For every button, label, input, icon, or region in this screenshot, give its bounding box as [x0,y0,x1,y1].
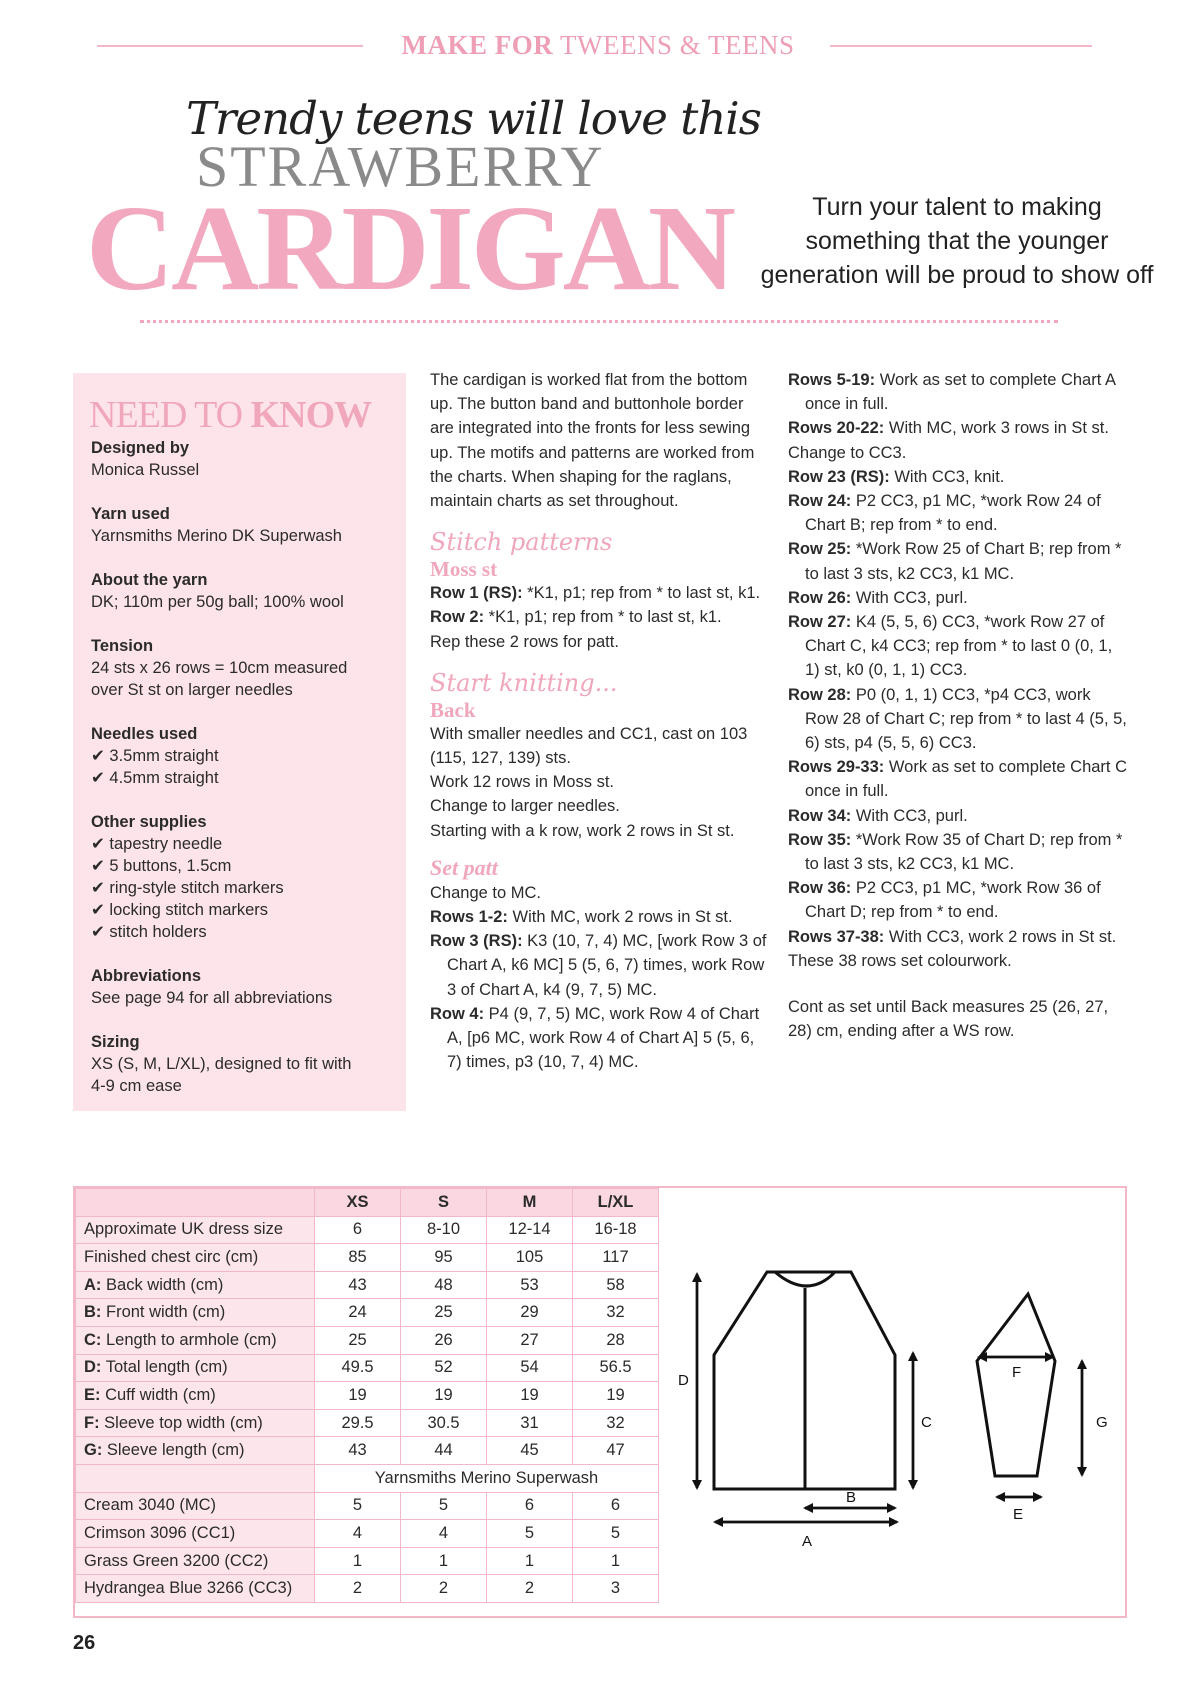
table-cell: 12-14 [487,1216,573,1244]
label-b: B [846,1489,857,1506]
table-cell: 26 [401,1326,487,1354]
heading-set-patt: Set patt [430,854,498,880]
table-row-label-text: Finished chest circ (cm) [84,1247,259,1266]
table-header-cell: M [487,1189,573,1217]
table-cell: 6 [573,1492,659,1520]
pattern-row-label: Rows 37-38: [788,927,885,946]
back-para-3: Change to larger needles. [430,797,620,816]
need-to-know-title [89,393,371,437]
table-cell: 2 [315,1575,401,1603]
table-row [76,1244,659,1272]
pattern-row-text: P0 (0, 1, 1) CC3, *p4 CC3, work Row 28 of Chart C; rep from * to last 4 (5, 5, 6) sts, p4 (5, 5, 6) CC3. [805,685,1127,753]
pattern-row [788,441,1128,465]
spacer [788,973,1128,995]
section-header-rest: TWEENS & TEENS [560,30,795,60]
label-g: G [1096,1414,1108,1431]
pattern-row [788,876,1128,924]
pattern-row-label: Rows 20-22: [788,419,885,438]
header-rule-left [97,45,363,47]
table-cell: 8-10 [401,1216,487,1244]
table-row [76,1382,659,1410]
standfirst: Turn your talent to making something that the younger generation will be proud to show off [760,193,1154,289]
table-row-label [76,1271,315,1299]
pattern-row-text: With CC3, knit. [889,467,1005,486]
need-to-know-line: Yarnsmiths Merino DK Superwash [91,527,342,545]
table-row-label [76,1382,315,1410]
need-to-know-line: ✔ 5 buttons, 1.5cm [91,857,232,875]
need-to-know-line: Monica Russel [91,461,200,479]
heading-moss-st: Moss st [430,557,498,582]
row-3-text: K3 (10, 7, 4) MC, [work Row 3 of Chart A, k6 MC] 5 (5, 6, 7) times, work Row 3 of Chart A, k4 (9, 7, 5) MC. [447,932,767,999]
table-row-label-text: Total length (cm) [101,1358,228,1377]
pattern-row [788,683,1128,756]
table-cell: 5 [401,1492,487,1520]
table-row [76,1575,659,1603]
pattern-row [788,755,1128,803]
table-cell: 43 [315,1437,401,1465]
label-c: C [921,1414,932,1431]
header-rule-right [830,45,1092,47]
need-to-know-line: over St st on larger needles [91,681,293,699]
table-cell: 6 [487,1492,573,1520]
table-cell: 47 [573,1437,659,1465]
need-to-know-line: ✔ 4.5mm straight [91,769,219,787]
title-strawberry: STRAWBERRY [196,134,605,199]
pattern-row-text: These 38 rows set colourwork. [788,951,1012,970]
pattern-row [788,416,1128,440]
back-para-4: Starting with a k row, work 2 rows in St st. [430,821,735,840]
table-cell: 52 [401,1354,487,1382]
table-cell: 5 [315,1492,401,1520]
table-header-cell [76,1189,315,1217]
need-to-know-heading: About the yarn [91,571,208,589]
table-row-key: B: [84,1303,102,1322]
table-row-label-text: Approximate UK dress size [84,1220,283,1239]
table-cell: 25 [401,1299,487,1327]
table-cell: 5 [487,1520,573,1548]
table-cell: 1 [573,1547,659,1575]
table-row-label-text: Back width (cm) [101,1275,224,1294]
need-to-know-heading: Yarn used [91,505,170,523]
table-row-label-text: Sleeve length (cm) [102,1441,245,1460]
label-d: D [678,1372,689,1389]
moss-row-1 [430,581,770,605]
table-row-key: G: [84,1441,103,1460]
pattern-row [788,586,1128,610]
pattern-row [788,368,1128,416]
rows-1-2-label: Rows 1-2: [430,908,508,927]
table-cell: 56.5 [573,1354,659,1382]
instructions-column-3 [788,368,1128,1043]
set-patt-rows-1-2 [430,905,770,929]
table-cell: 6 [315,1216,401,1244]
pattern-row-label: Row 36: [788,879,852,898]
table-cell: 4 [315,1520,401,1548]
need-to-know-section [91,811,401,943]
column-3-rows [788,368,1128,973]
table-row-label [76,1216,315,1244]
need-to-know-heading: Designed by [91,439,190,457]
table-row-label: Hydrangea Blue 3266 (CC3) [76,1575,315,1603]
table-row [76,1409,659,1437]
pattern-row [788,465,1128,489]
table-row [76,1216,659,1244]
need-to-know-section [91,1031,401,1097]
need-to-know-line: See page 94 for all abbreviations [91,989,333,1007]
need-to-know-panel [73,373,406,1111]
heading-start-knitting: Start knitting... [430,668,618,697]
table-cell: 29.5 [315,1409,401,1437]
need-to-know-list [91,437,401,1119]
need-to-know-section [91,503,401,547]
label-e: E [1013,1506,1024,1523]
table-cell: 19 [573,1382,659,1410]
need-to-know-section [91,723,401,789]
table-row-label: Grass Green 3200 (CC2) [76,1547,315,1575]
table-cell: 43 [315,1271,401,1299]
pattern-row-text: K4 (5, 5, 6) CC3, *work Row 27 of Chart C, k4 CC3; rep from * to last 0 (0, 1, 1) st, k0 (0, 1, 1) CC3. [805,613,1113,680]
table-cell: 2 [487,1575,573,1603]
table-cell: 27 [487,1326,573,1354]
table-cell: 24 [315,1299,401,1327]
table-cell: 45 [487,1437,573,1465]
table-row [76,1492,659,1520]
table-cell: 1 [487,1547,573,1575]
need-to-know-line: 4-9 cm ease [91,1077,182,1095]
need-to-know-heading: Sizing [91,1033,140,1051]
table-row-label-text: Length to armhole (cm) [101,1330,277,1349]
need-to-know-line: ✔ locking stitch markers [91,901,269,919]
back-para-1: With smaller needles and CC1, cast on 103 (115, 127, 139) sts. [430,724,748,768]
table-cell: 19 [401,1382,487,1410]
need-to-know-heading: Abbreviations [91,967,202,985]
pattern-row [788,804,1128,828]
instructions-column-2 [430,368,770,1074]
pattern-row-text: With CC3, purl. [851,588,968,607]
table-row-label [76,1326,315,1354]
table-cell: 58 [573,1271,659,1299]
table-row-label [76,1354,315,1382]
pattern-row [788,828,1128,876]
row-3-label: Row 3 (RS): [430,932,523,951]
table-cell: 105 [487,1244,573,1272]
pattern-row-label: Row 27: [788,613,852,632]
table-row-key: F: [84,1413,100,1432]
table-cell: 1 [315,1547,401,1575]
table-cell: 44 [401,1437,487,1465]
table-row-label [76,1299,315,1327]
pattern-row-text: Work as set to complete Chart A once in full. [805,371,1116,414]
moss-row-2-text: *K1, p1; rep from * to last st, k1. [484,608,722,627]
table-cell: 29 [487,1299,573,1327]
pattern-row-label: Row 24: [788,492,852,511]
table-row-label: Cream 3040 (MC) [76,1492,315,1520]
need-to-know-line: DK; 110m per 50g ball; 100% wool [91,593,344,611]
table-row-key: D: [84,1358,102,1377]
need-to-know-heading: Needles used [91,725,198,743]
pattern-row-label: Row 28: [788,685,852,704]
pattern-row [788,610,1128,683]
pattern-row-text: With CC3, purl. [851,806,968,825]
pattern-row-label: Rows 29-33: [788,758,885,777]
need-to-know-title-light: NEED TO [89,394,251,436]
pattern-row-label: Row 23 (RS): [788,467,890,486]
table-header-cell: S [401,1189,487,1217]
pattern-row [788,949,1128,973]
table-row-label [76,1464,315,1492]
table-row [76,1299,659,1327]
set-patt-row-4 [430,1002,770,1075]
table-row [76,1437,659,1465]
table-cell: 32 [573,1409,659,1437]
sizing-table-panel [73,1186,1127,1618]
need-to-know-section [91,965,401,1009]
table-header-cell: XS [315,1189,401,1217]
table-cell: 30.5 [401,1409,487,1437]
pattern-row-text: Change to CC3. [788,443,907,462]
moss-row-2 [430,605,770,629]
heading-back: Back [430,697,476,722]
moss-row-1-label: Row 1 (RS): [430,584,523,603]
pattern-row-label: Row 34: [788,806,852,825]
row-4-label: Row 4: [430,1004,485,1023]
pattern-row-label: Row 26: [788,588,852,607]
section-header [398,30,798,61]
table-cell: 5 [573,1520,659,1548]
label-f: F [1012,1364,1022,1381]
title-cardigan: CARDIGAN [86,181,733,316]
table-cell: 2 [401,1575,487,1603]
sleeve-schematic [977,1294,1055,1476]
pattern-row [788,489,1128,537]
pattern-row-label: Row 35: [788,830,852,849]
need-to-know-line: ✔ tapestry needle [91,835,223,853]
table-cell: 4 [401,1520,487,1548]
set-patt-row-3 [430,929,770,1002]
table-cell: 117 [573,1244,659,1272]
pattern-row [788,925,1128,949]
table-cell: 54 [487,1354,573,1382]
pattern-row-label: Row 25: [788,540,852,559]
table-cell: 95 [401,1244,487,1272]
need-to-know-title-bold: KNOW [250,394,372,436]
pattern-row-text: *Work Row 35 of Chart D; rep from * to last 3 sts, k2 CC3, k1 MC. [805,830,1123,874]
table-row-label: Crimson 3096 (CC1) [76,1520,315,1548]
set-patt-para-1: Change to MC. [430,883,541,902]
table-row [76,1326,659,1354]
section-header-bold: MAKE FOR [401,30,554,60]
table-row [76,1520,659,1548]
script-kicker: Trendy teens will love this [186,92,761,145]
table-yarn-band-row [76,1464,659,1492]
dotted-divider [140,320,1058,323]
yarn-band-label: Yarnsmiths Merino Superwash [315,1464,659,1492]
table-cell: 32 [573,1299,659,1327]
need-to-know-section [91,569,401,613]
garment-schematic [657,1188,1125,1616]
table-cell: 49.5 [315,1354,401,1382]
rows-1-2-text: With MC, work 2 rows in St st. [507,908,733,927]
need-to-know-line: XS (S, M, L/XL), designed to fit with [91,1055,352,1073]
back-para-2: Work 12 rows in Moss st. [430,773,614,792]
pattern-row-text: *Work Row 25 of Chart B; rep from * to last 3 sts, k2 CC3, k1 MC. [805,540,1122,583]
table-row-label [76,1437,315,1465]
need-to-know-line: ✔ 3.5mm straight [91,747,219,765]
table-row [76,1354,659,1382]
table-row-label-text: Cuff width (cm) [100,1385,216,1404]
table-cell: 19 [487,1382,573,1410]
table-cell: 3 [573,1575,659,1603]
need-to-know-section [91,635,401,701]
pattern-row-text: P2 CC3, p1 MC, *work Row 24 of Chart B; rep from * to end. [805,492,1101,535]
table-row [76,1271,659,1299]
intro-text: The cardigan is worked flat from the bottom up. The button band and buttonhole border are integrated into the fronts for less sewing up. The motifs and patterns are worked from the charts. When shaping for the raglans, maintain charts as set throughout. [430,371,755,511]
need-to-know-line: ✔ stitch holders [91,923,207,941]
pattern-row-text: P2 CC3, p1 MC, *work Row 36 of Chart D; rep from * to end. [805,879,1101,922]
table-cell: 48 [401,1271,487,1299]
label-a: A [802,1533,813,1550]
table-row-key: C: [84,1330,102,1349]
need-to-know-heading: Tension [91,637,154,655]
table-header-cell: L/XL [573,1189,659,1217]
table-row-key: A: [84,1275,102,1294]
moss-rep: Rep these 2 rows for patt. [430,632,619,651]
pattern-row-text: With CC3, work 2 rows in St st. [884,927,1117,946]
table-cell: 28 [573,1326,659,1354]
table-row [76,1547,659,1575]
body-schematic [714,1272,895,1489]
moss-row-2-label: Row 2: [430,608,485,627]
table-cell: 16-18 [573,1216,659,1244]
table-cell: 19 [315,1382,401,1410]
table-header-row [76,1189,659,1217]
table-cell: 85 [315,1244,401,1272]
table-cell: 25 [315,1326,401,1354]
table-row-label [76,1244,315,1272]
pattern-row-label: Rows 5-19: [788,371,876,389]
moss-row-1-text: *K1, p1; rep from * to last st, k1. [522,584,761,603]
need-to-know-line: 24 sts x 26 rows = 10cm measured [91,659,348,677]
need-to-know-heading: Other supplies [91,813,207,831]
row-4-text: P4 (9, 7, 5) MC, work Row 4 of Chart A, [p6 MC, work Row 4 of Chart A] 5 (5, 6, 7) times, p3 (10, 7, 4) MC. [447,1004,760,1072]
table-row-label-text: Front width (cm) [101,1303,226,1322]
table-row-key: E: [84,1385,101,1404]
sizing-table [75,1188,659,1603]
table-cell: 53 [487,1271,573,1299]
page-number: 26 [73,1632,96,1654]
table-cell: 31 [487,1409,573,1437]
pattern-row-text: Work as set to complete Chart C once in full. [805,758,1127,801]
heading-stitch-patterns: Stitch patterns [430,528,613,557]
table-row-label [76,1409,315,1437]
table-row-label-text: Sleeve top width (cm) [99,1413,263,1432]
cont-text: Cont as set until Back measures 25 (26, 27, 28) cm, ending after a WS row. [788,998,1109,1041]
need-to-know-section [91,437,401,481]
pattern-row [788,537,1128,585]
need-to-know-line: ✔ ring-style stitch markers [91,879,284,897]
pattern-row-text: With MC, work 3 rows in St st. [884,419,1109,438]
table-cell: 1 [401,1547,487,1575]
